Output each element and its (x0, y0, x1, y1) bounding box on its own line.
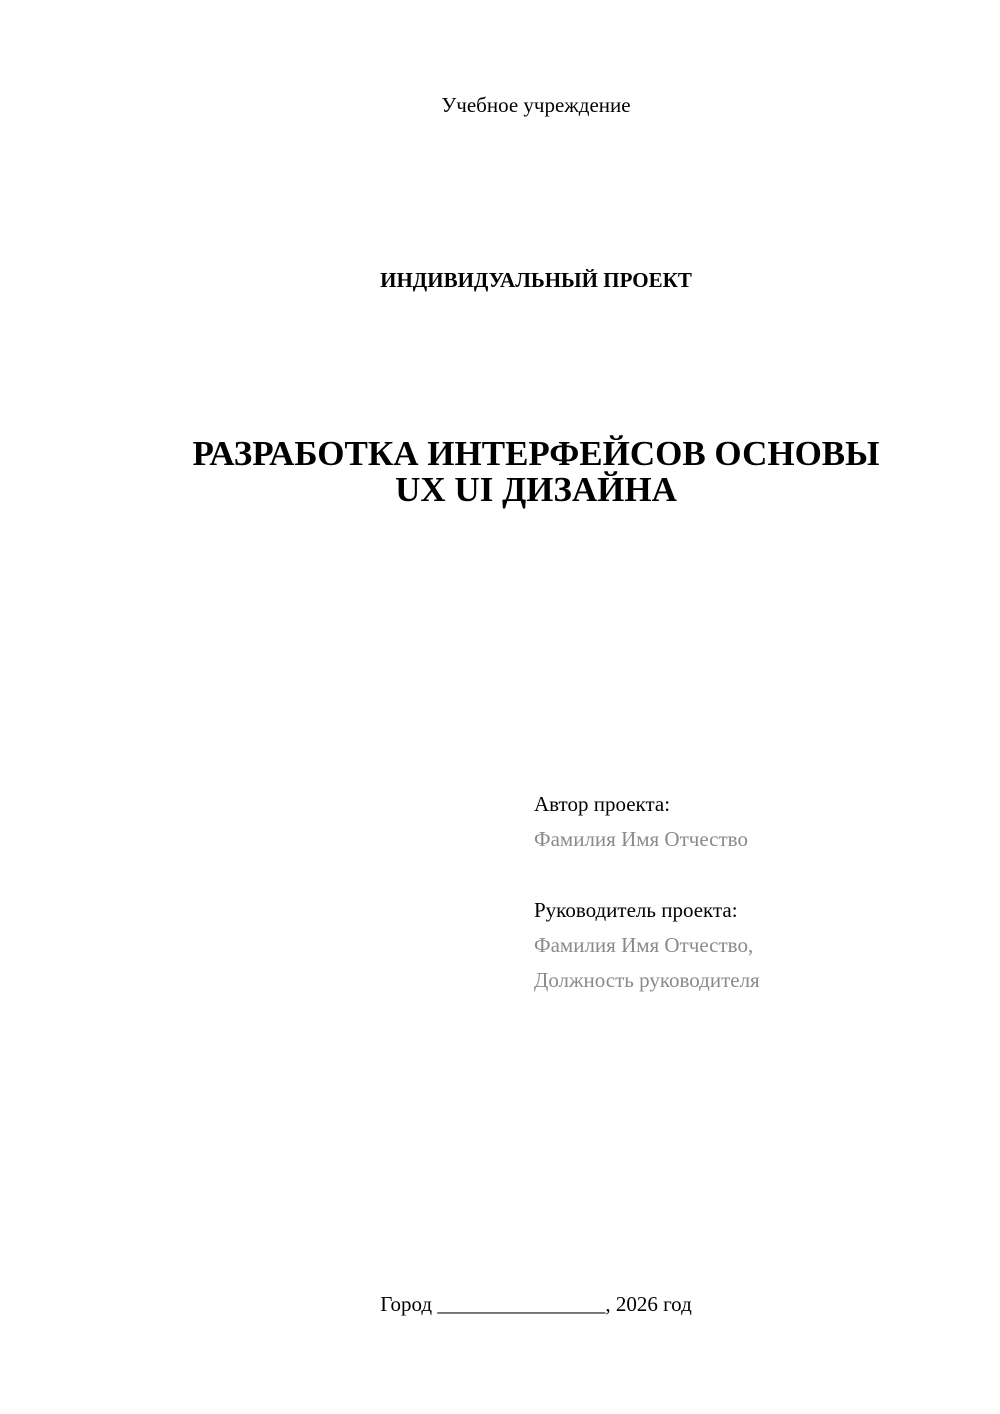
project-title (130, 436, 942, 508)
credits-spacer (534, 857, 974, 893)
supervisor-name: Фамилия Имя Отчество, (534, 933, 754, 957)
supervisor-label: Руководитель проекта: (534, 898, 738, 922)
project-credits (534, 787, 974, 998)
project-title-line-2: UX UI ДИЗАЙНА (395, 470, 677, 509)
author-name: Фамилия Имя Отчество (534, 827, 748, 851)
institution-name: Учебное учреждение (441, 93, 631, 117)
author-label: Автор проекта: (534, 792, 671, 816)
supervisor-position: Должность руководителя (534, 968, 760, 992)
project-title-line-1: РАЗРАБОТКА ИНТЕРФЕЙСОВ ОСНОВЫ (192, 434, 880, 473)
city-year-footer: Город ________________, 2026 год (380, 1292, 692, 1316)
project-type-heading: ИНДИВИДУАЛЬНЫЙ ПРОЕКТ (380, 268, 692, 292)
